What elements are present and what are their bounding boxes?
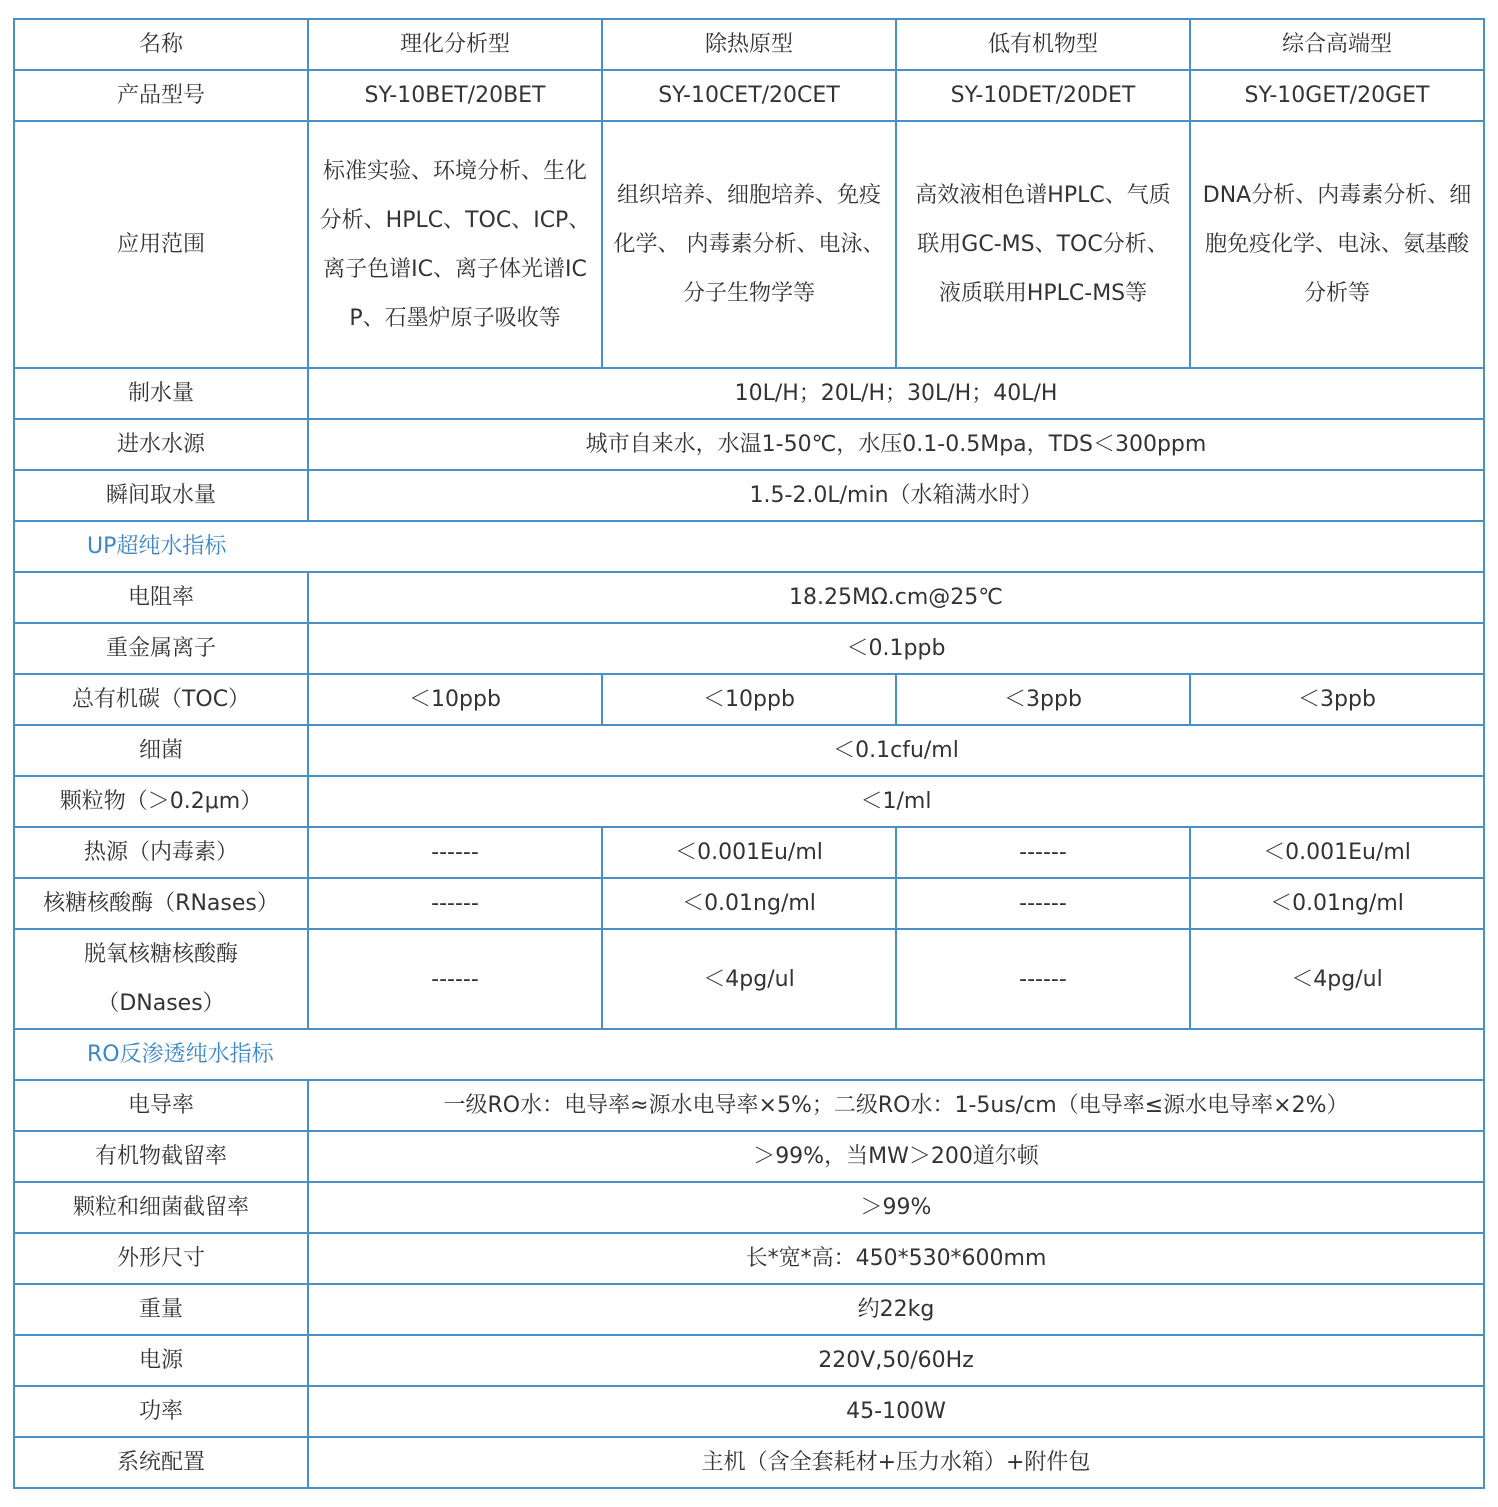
row-label: 电阻率 bbox=[14, 572, 308, 623]
table-row bbox=[14, 776, 1484, 827]
name-label: 名称 bbox=[14, 19, 308, 70]
row-label bbox=[14, 929, 308, 1029]
table-row bbox=[14, 1335, 1484, 1386]
table-row bbox=[14, 1233, 1484, 1284]
model-number: SY-10CET/20CET bbox=[602, 70, 896, 121]
model-name: 除热原型 bbox=[602, 19, 896, 70]
row-value: 45-100W bbox=[308, 1386, 1484, 1437]
section-header-row bbox=[14, 521, 1484, 572]
application-text: DNA分析、内毒素分析、细胞免疫化学、电泳、氨基酸分析等 bbox=[1190, 121, 1484, 368]
table-row bbox=[14, 1386, 1484, 1437]
spec-table bbox=[13, 18, 1485, 1489]
model-number: SY-10DET/20DET bbox=[896, 70, 1190, 121]
model-name: 综合高端型 bbox=[1190, 19, 1484, 70]
table-row bbox=[14, 419, 1484, 470]
row-value: ＜1/ml bbox=[308, 776, 1484, 827]
row-value: ------ bbox=[308, 929, 602, 1029]
row-label: 系统配置 bbox=[14, 1437, 308, 1488]
row-value: 长*宽*高：450*530*600mm bbox=[308, 1233, 1484, 1284]
row-label: 总有机碳（TOC） bbox=[14, 674, 308, 725]
row-label: 瞬间取水量 bbox=[14, 470, 308, 521]
row-value: ------ bbox=[308, 827, 602, 878]
table-row bbox=[14, 878, 1484, 929]
row-label: 进水水源 bbox=[14, 419, 308, 470]
row-value: ＜0.01ng/ml bbox=[1190, 878, 1484, 929]
header-row bbox=[14, 19, 1484, 70]
row-value: ------ bbox=[896, 929, 1190, 1029]
row-value: 约22kg bbox=[308, 1284, 1484, 1335]
row-value: ＜10ppb bbox=[308, 674, 602, 725]
row-value: 18.25MΩ.cm@25℃ bbox=[308, 572, 1484, 623]
row-value: ＜10ppb bbox=[602, 674, 896, 725]
row-value: ＜0.001Eu/ml bbox=[602, 827, 896, 878]
table-row bbox=[14, 368, 1484, 419]
up-section-title: UP超纯水指标 bbox=[14, 521, 1484, 572]
row-label: 电导率 bbox=[14, 1080, 308, 1131]
row-label: 产品型号 bbox=[14, 70, 308, 121]
row-value: ＜3ppb bbox=[896, 674, 1190, 725]
row-value: ＞99% bbox=[308, 1182, 1484, 1233]
row-value: ＞99%，当MW＞200道尔顿 bbox=[308, 1131, 1484, 1182]
row-label: 制水量 bbox=[14, 368, 308, 419]
row-label-line: 脱氧核糖核酸酶 bbox=[83, 942, 238, 967]
row-value: ＜4pg/ul bbox=[1190, 929, 1484, 1029]
table-row bbox=[14, 623, 1484, 674]
table-row bbox=[14, 827, 1484, 878]
row-value: ------ bbox=[308, 878, 602, 929]
row-value: 主机（含全套耗材+压力水箱）+附件包 bbox=[308, 1437, 1484, 1488]
application-text: 高效液相色谱HPLC、气质联用GC-MS、TOC分析、液质联用HPLC-MS等 bbox=[896, 121, 1190, 368]
row-value: ------ bbox=[896, 827, 1190, 878]
row-label: 功率 bbox=[14, 1386, 308, 1437]
row-label: 细菌 bbox=[14, 725, 308, 776]
table-row bbox=[14, 1131, 1484, 1182]
application-row bbox=[14, 121, 1484, 368]
row-label: 热源（内毒素） bbox=[14, 827, 308, 878]
table-row bbox=[14, 470, 1484, 521]
table-row bbox=[14, 725, 1484, 776]
table-row bbox=[14, 1080, 1484, 1131]
row-label: 颗粒物（＞0.2μm） bbox=[14, 776, 308, 827]
row-label: 外形尺寸 bbox=[14, 1233, 308, 1284]
table-row bbox=[14, 1284, 1484, 1335]
table-row bbox=[14, 1182, 1484, 1233]
model-name: 理化分析型 bbox=[308, 19, 602, 70]
section-header-row bbox=[14, 1029, 1484, 1080]
row-value: 一级RO水：电导率≈源水电导率×5%；二级RO水：1-5us/cm（电导率≤源水电导率×2%） bbox=[308, 1080, 1484, 1131]
model-name: 低有机物型 bbox=[896, 19, 1190, 70]
row-value: ＜0.001Eu/ml bbox=[1190, 827, 1484, 878]
row-value: 10L/H；20L/H；30L/H；40L/H bbox=[308, 368, 1484, 419]
row-value: ＜3ppb bbox=[1190, 674, 1484, 725]
ro-section-title: RO反渗透纯水指标 bbox=[14, 1029, 1484, 1080]
row-label: 重金属离子 bbox=[14, 623, 308, 674]
row-value: ＜4pg/ul bbox=[602, 929, 896, 1029]
row-value: ＜0.01ng/ml bbox=[602, 878, 896, 929]
row-label: 应用范围 bbox=[14, 121, 308, 368]
table-row bbox=[14, 1437, 1484, 1488]
row-value: 220V,50/60Hz bbox=[308, 1335, 1484, 1386]
application-text: 标准实验、环境分析、生化分析、HPLC、TOC、ICP、离子色谱IC、离子体光谱ICP、石墨炉原子吸收等 bbox=[308, 121, 602, 368]
row-value: 城市自来水，水温1-50℃，水压0.1-0.5Mpa，TDS＜300ppm bbox=[308, 419, 1484, 470]
application-text: 组织培养、细胞培养、免疫化学、 内毒素分析、电泳、分子生物学等 bbox=[602, 121, 896, 368]
row-label: 电源 bbox=[14, 1335, 308, 1386]
row-label: 颗粒和细菌截留率 bbox=[14, 1182, 308, 1233]
table-row bbox=[14, 572, 1484, 623]
row-value: 1.5-2.0L/min（水箱满水时） bbox=[308, 470, 1484, 521]
model-number: SY-10GET/20GET bbox=[1190, 70, 1484, 121]
row-label: 重量 bbox=[14, 1284, 308, 1335]
row-label: 核糖核酸酶（RNases） bbox=[14, 878, 308, 929]
row-label: 有机物截留率 bbox=[14, 1131, 308, 1182]
spec-table-wrapper bbox=[13, 18, 1485, 1489]
row-value: ＜0.1cfu/ml bbox=[308, 725, 1484, 776]
table-row bbox=[14, 929, 1484, 1029]
row-label-line: （DNases） bbox=[97, 991, 225, 1016]
model-number-row bbox=[14, 70, 1484, 121]
table-row bbox=[14, 674, 1484, 725]
row-value: ＜0.1ppb bbox=[308, 623, 1484, 674]
model-number: SY-10BET/20BET bbox=[308, 70, 602, 121]
row-value: ------ bbox=[896, 878, 1190, 929]
